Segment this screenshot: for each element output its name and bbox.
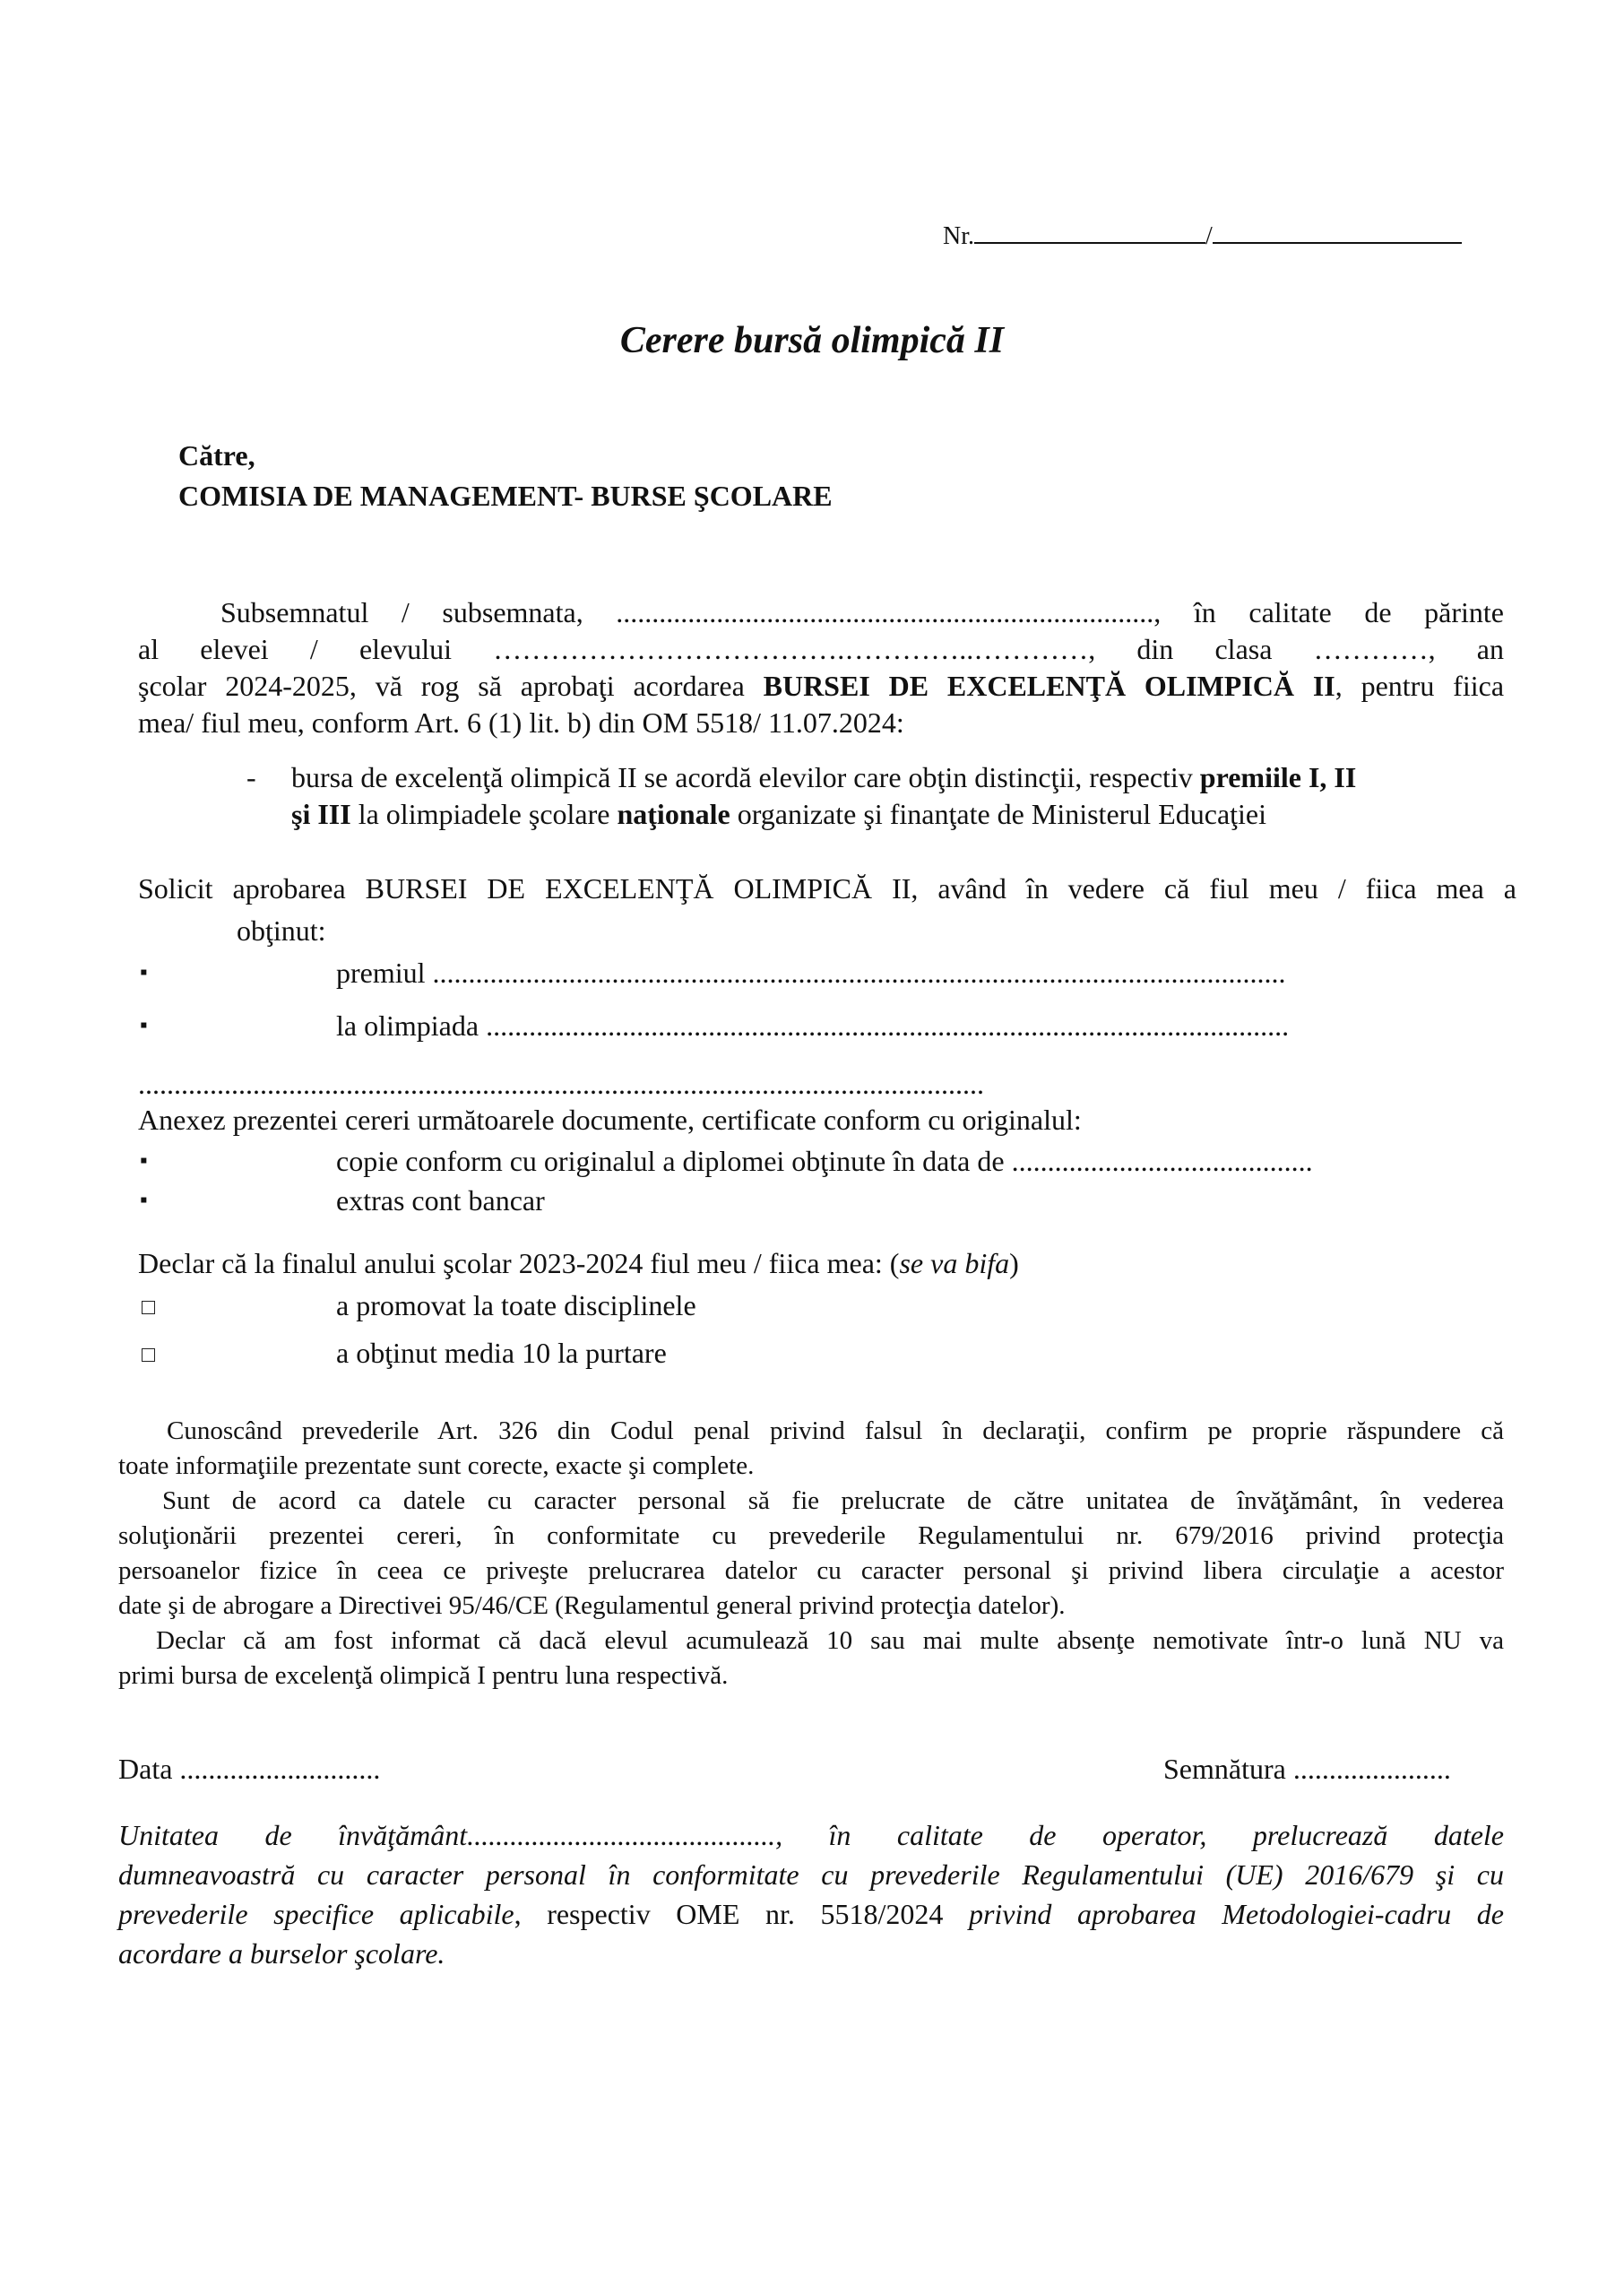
bullet-icon: ▪ bbox=[140, 961, 148, 984]
criteria-line-2 bbox=[291, 796, 1266, 832]
prize-field: premiul ....................................................................................................................... bbox=[336, 957, 1286, 989]
intro-line-4: mea/ fiul meu, conform Art. 6 (1) lit. b) din OM 5518/ 11.07.2024: bbox=[138, 706, 904, 739]
olympiad-field: la olimpiada ................................................................................................................ bbox=[336, 1009, 1290, 1042]
gdpr-order-ref: , respectiv OME nr. 5518/2024 bbox=[514, 1898, 969, 1930]
gdpr-line-3-end: privind aprobarea Metodologiei-cadru de bbox=[968, 1898, 1505, 1930]
nr-label: Nr. bbox=[943, 222, 974, 250]
declaration-option: a obţinut media 10 la purtare bbox=[336, 1337, 667, 1369]
declaration-intro-text: Declar că la finalul anului şcolar 2023-2024 fiul meu / fiica mea: ( bbox=[138, 1247, 900, 1279]
legal-p2-line-4: date şi de abrogare a Directivei 95/46/CE (Regulamentul general privind protecţia datelor). bbox=[118, 1591, 1066, 1620]
nr-number-line bbox=[974, 217, 1205, 244]
criteria-prizes: premiile I, II bbox=[1199, 761, 1357, 793]
legal-p1-line-1: Cunoscând prevederile Art. 326 din Codul penal privind falsul în declaraţii, confirm pe proprie răspundere că bbox=[167, 1416, 1504, 1445]
legal-p2-line-2: soluţionării prezentei cereri, în conformitate cu prevederile Regulamentului nr. 679/2016 privind protecţia bbox=[118, 1521, 1504, 1550]
intro-line-3-text: şcolar 2024-2025, vă rog să aprobaţi acordarea bbox=[138, 670, 764, 702]
date-field: Data ............................ bbox=[118, 1753, 381, 1785]
signature-field: Semnătura ...................... bbox=[1163, 1753, 1451, 1785]
gdpr-line-3-italic: prevederile specifice aplicabile bbox=[118, 1898, 514, 1930]
criteria-line-1 bbox=[291, 759, 1356, 795]
annex-item: extras cont bancar bbox=[336, 1184, 545, 1217]
legal-p3-line-2: primi bursa de excelenţă olimpică I pentru luna respectivă. bbox=[118, 1661, 729, 1690]
checkbox-promoted[interactable] bbox=[142, 1301, 155, 1314]
criteria-line-1-text: bursa de excelenţă olimpică II se acordă elevilor care obţin distincţii, respectiv bbox=[291, 761, 1200, 793]
page-title: Cerere bursă olimpică II bbox=[619, 320, 1005, 361]
declaration-intro-end: ) bbox=[1009, 1247, 1019, 1279]
legal-p3-line-1: Declar că am fost informat că dacă elevul acumulează 10 sau mai multe absenţe nemotivate într-o lună NU va bbox=[156, 1626, 1504, 1655]
declaration-instruction: se va bifa bbox=[899, 1247, 1010, 1279]
gdpr-line-4: acordare a burselor şcolare. bbox=[118, 1937, 445, 1970]
registration-number-field bbox=[943, 217, 1462, 255]
scholarship-name: BURSEI DE EXCELENŢĂ OLIMPICĂ II bbox=[763, 670, 1335, 702]
bullet-icon: ▪ bbox=[140, 1014, 148, 1037]
intro-line-3-end: , pentru fiica bbox=[1335, 670, 1505, 702]
declaration-option: a promovat la toate disciplinele bbox=[336, 1289, 696, 1321]
intro-line-3 bbox=[138, 668, 1504, 704]
request-line-1: Solicit aprobarea BURSEI DE EXCELENŢĂ OLIMPICĂ II, având în vedere că fiul meu / fiica mea a bbox=[138, 872, 1516, 905]
request-line-2: obţinut: bbox=[237, 914, 326, 947]
gdpr-line-1: Unitatea de învăţământ..........................................., în calitate de operator, prelucrează datele bbox=[118, 1819, 1504, 1851]
criteria-line-2-end: organizate şi finanţate de Ministerul Educaţiei bbox=[730, 798, 1267, 830]
legal-p2-line-1: Sunt de acord ca datele cu caracter personal să fie prelucrate de către unitatea de învăţământ, în vederea bbox=[162, 1486, 1504, 1515]
criteria-line-2-text: la olimpiadele şcolare bbox=[350, 798, 618, 830]
nr-date-line bbox=[1213, 217, 1462, 244]
criteria-prize-3: şi III bbox=[291, 798, 351, 830]
bullet-icon: ▪ bbox=[140, 1149, 148, 1173]
gdpr-line-3 bbox=[118, 1896, 1504, 1932]
intro-line-1: Subsemnatul / subsemnata, ..........................................................................., în calitate de părinte bbox=[220, 596, 1504, 628]
recipient-salutation: Către, bbox=[178, 439, 255, 472]
legal-p2-line-3: persoanelor fizice în ceea ce priveşte prelucrarea datelor cu caracter personal şi privind libera circulaţie a acestor bbox=[118, 1556, 1504, 1585]
annex-intro: Anexez prezentei cereri următoarele documente, certificate conform cu originalul: bbox=[138, 1104, 1082, 1136]
extra-dots-line: ...................................................................................................................... bbox=[138, 1068, 984, 1100]
gdpr-line-2: dumneavoastră cu caracter personal în conformitate cu prevederile Regulamentului (UE) 2016/679 şi cu bbox=[118, 1858, 1504, 1891]
legal-p1-line-2: toate informaţiile prezentate sunt corecte, exacte şi complete. bbox=[118, 1451, 755, 1480]
checkbox-conduct-grade[interactable] bbox=[142, 1348, 155, 1362]
criteria-dash: - bbox=[246, 761, 256, 793]
declaration-intro bbox=[138, 1245, 1019, 1281]
criteria-national: naţionale bbox=[617, 798, 730, 830]
recipient-committee: COMISIA DE MANAGEMENT- BURSE ŞCOLARE bbox=[178, 480, 833, 512]
bullet-icon: ▪ bbox=[140, 1189, 148, 1212]
annex-item: copie conform cu originalul a diplomei obţinute în data de .......................................... bbox=[336, 1145, 1313, 1177]
intro-line-2: al elevei / elevului ……………………………….…………..…………, din clasa …………, an bbox=[138, 633, 1504, 665]
nr-separator: / bbox=[1205, 222, 1213, 250]
